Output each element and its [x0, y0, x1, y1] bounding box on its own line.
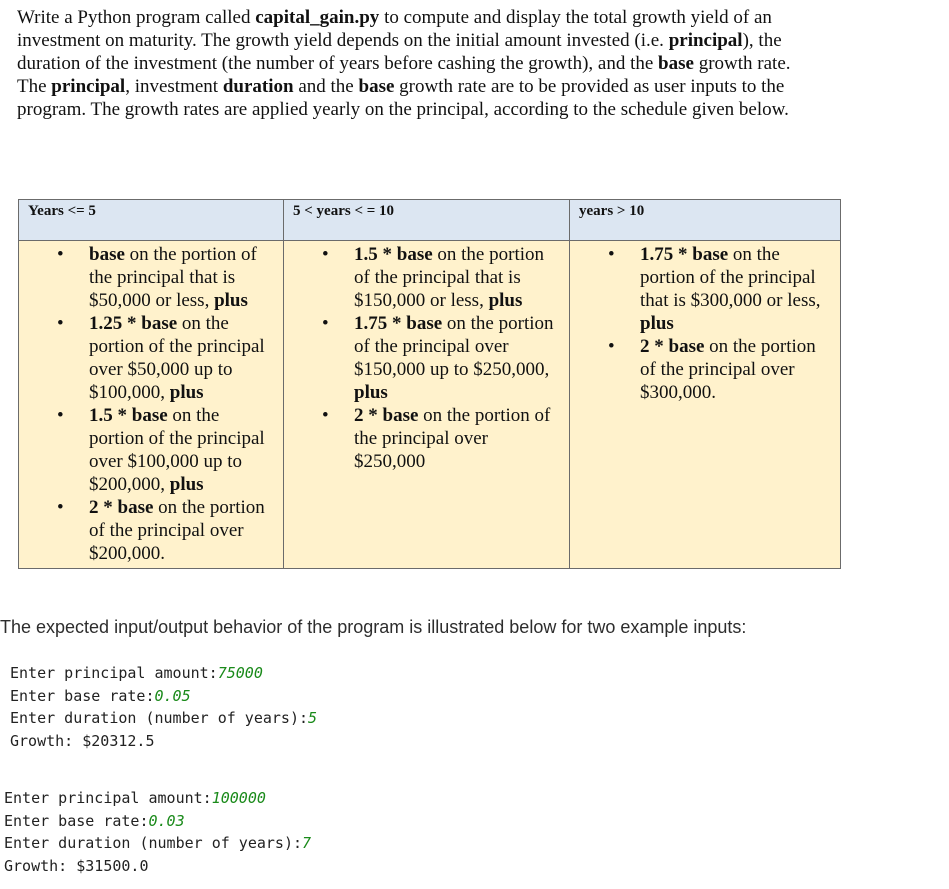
- duration-input-value: 5: [308, 709, 318, 727]
- intro-text: to compute and display the total growth yield of an investment on maturity. The growth yield depends on the initial amount invested (i.e.: [17, 7, 772, 51]
- table-header-row: [19, 200, 841, 241]
- console-line: [4, 832, 311, 855]
- program-filename: capital_gain.py: [255, 7, 380, 28]
- header-years-5-to-10: 5 < years < = 10: [284, 200, 570, 241]
- intro-text: growth rate are to be provided as user inputs to the program. The growth rates are applied yearly on the principal, according to the schedule given below.: [17, 76, 789, 120]
- rate-input-value: 0.05: [154, 686, 191, 705]
- list-item: • 1.5 * base on the portion of the principal that is $150,000 or less, plus: [284, 243, 569, 312]
- console-line: [4, 787, 311, 810]
- principal-input-value: 100000: [211, 789, 266, 807]
- rate-input-value: 0.03: [148, 811, 185, 830]
- schedule-cell-years-5-to-10: [284, 241, 570, 569]
- growth-output-line: Growth: $31500.0: [4, 856, 149, 875]
- intro-text: ), the duration of the investment (the number of years before cashing the growth), and the: [17, 30, 782, 74]
- duration-prompt: Enter duration (number of years):: [10, 709, 309, 727]
- schedule-cell-years-le-5: [19, 241, 284, 569]
- growth-output-line: Growth: $20312.5: [10, 731, 155, 750]
- assignment-intro: [17, 6, 817, 121]
- principal-prompt: Enter principal amount:: [10, 664, 218, 682]
- term-principal: principal: [668, 30, 743, 51]
- console-line: [4, 810, 311, 833]
- term-base: base: [358, 76, 395, 97]
- example-console-1: [10, 662, 317, 752]
- principal-input-value: 75000: [217, 664, 263, 682]
- rate-list: [19, 243, 283, 565]
- console-line: [10, 685, 317, 708]
- intro-text: growth rate. The: [17, 53, 791, 97]
- list-item: • 1.75 * base on the portion of the principal over $150,000 up to $250,000, plus: [284, 312, 569, 404]
- term-duration: duration: [222, 76, 294, 97]
- term-principal: principal: [51, 76, 126, 97]
- console-line: [10, 707, 317, 730]
- rate-prompt: Enter base rate:: [4, 811, 149, 830]
- duration-input-value: 7: [302, 834, 312, 852]
- rate-list: [570, 243, 840, 404]
- principal-prompt: Enter principal amount:: [4, 789, 212, 807]
- growth-rate-schedule-table: [18, 199, 841, 569]
- rate-prompt: Enter base rate:: [10, 686, 155, 705]
- header-years-le-5: Years <= 5: [19, 200, 284, 241]
- io-example-intro: The expected input/output behavior of the program is illustrated below for two example inputs:: [0, 617, 747, 637]
- list-item: • 2 * base on the portion of the principal over $200,000.: [19, 496, 283, 565]
- example-console-2: [4, 787, 311, 877]
- duration-prompt: Enter duration (number of years):: [4, 834, 303, 852]
- list-item: • base on the portion of the principal that is $50,000 or less, plus: [19, 243, 283, 312]
- rate-list: [284, 243, 569, 473]
- list-item: • 1.5 * base on the portion of the principal over $100,000 up to $200,000, plus: [19, 404, 283, 496]
- header-years-gt-10: years > 10: [570, 200, 841, 241]
- list-item: • 2 * base on the portion of the principal over $250,000: [284, 404, 569, 473]
- list-item: • 2 * base on the portion of the principal over $300,000.: [570, 335, 840, 404]
- table-row: [19, 241, 841, 569]
- schedule-cell-years-gt-10: [570, 241, 841, 569]
- intro-text: , investment: [125, 76, 223, 97]
- intro-text: Write a Python program called: [17, 7, 256, 28]
- console-line: [10, 662, 317, 685]
- list-item: • 1.25 * base on the portion of the principal over $50,000 up to $100,000, plus: [19, 312, 283, 404]
- term-base: base: [658, 53, 694, 74]
- list-item: • 1.75 * base on the portion of the principal that is $300,000 or less, plus: [570, 243, 840, 335]
- intro-text: and the: [293, 76, 359, 97]
